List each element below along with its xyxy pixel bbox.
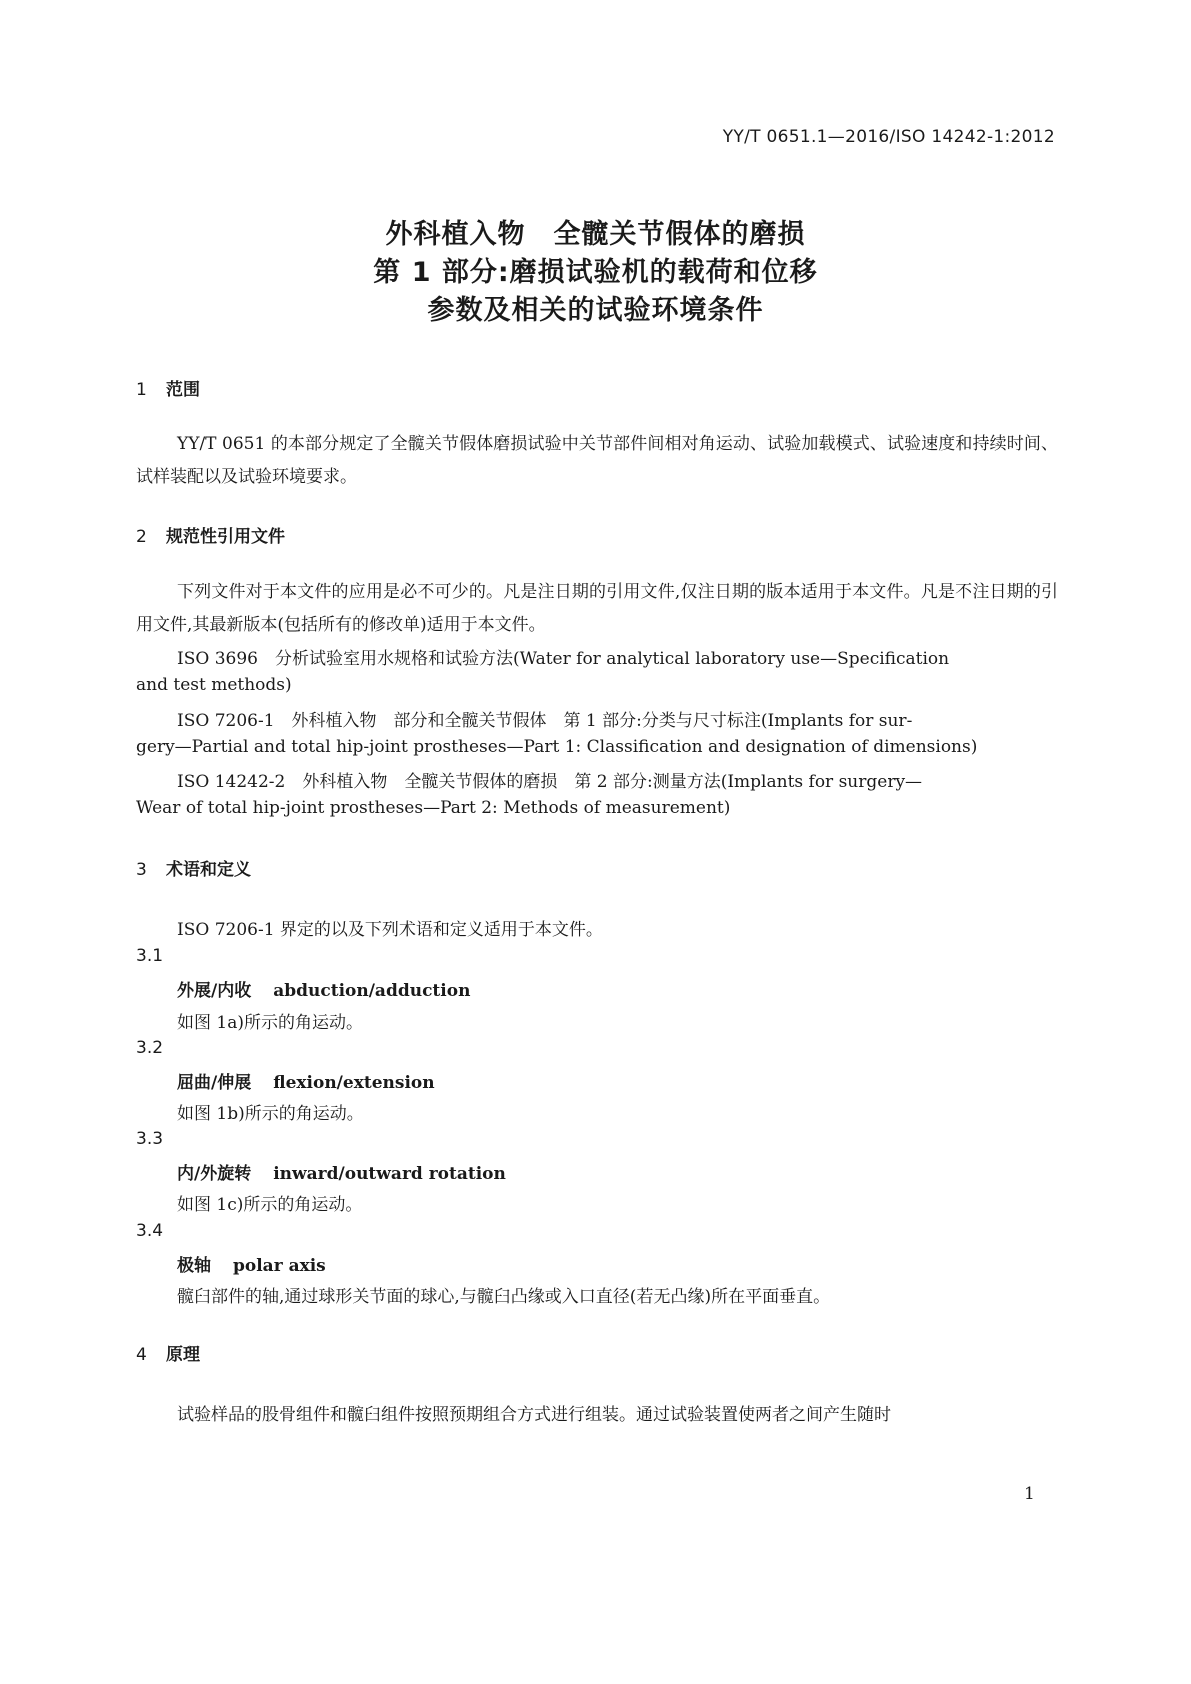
- term-heading: [177, 1159, 506, 1184]
- section-3-intro: ISO 7206-1 界定的以及下列术语和定义适用于本文件。: [177, 920, 603, 940]
- section-2-heading: [136, 522, 285, 547]
- term-number: 3.1: [136, 946, 164, 966]
- document-title-line-2: 第 1 部分:磨损试验机的载荷和位移: [373, 257, 818, 288]
- section-3-heading: [136, 855, 251, 880]
- section-4-heading: [136, 1340, 200, 1365]
- section-number: 4: [136, 1345, 147, 1365]
- term-heading: [177, 1251, 326, 1276]
- page-number: 1: [1024, 1484, 1035, 1504]
- term-heading: [177, 976, 470, 1001]
- section-title: 规范性引用文件: [166, 527, 285, 547]
- term-chinese: 内/外旋转: [177, 1164, 252, 1184]
- section-1-heading: [136, 375, 200, 400]
- document-title-line-1: 外科植入物 全髋关节假体的磨损: [385, 219, 806, 250]
- section-number: 3: [136, 860, 147, 880]
- normative-reference-2-continuation: gery—Partial and total hip-joint prostheses—Part 1: Classification and designation of dimensions): [136, 737, 978, 757]
- section-number: 1: [136, 380, 147, 400]
- term-english: polar axis: [233, 1256, 326, 1276]
- normative-reference-2: ISO 7206-1 外科植入物 部分和全髋关节假体 第 1 部分:分类与尺寸标注(Implants for sur-: [177, 711, 913, 731]
- normative-reference-3: ISO 14242-2 外科植入物 全髋关节假体的磨损 第 2 部分:测量方法(Implants for surgery—: [177, 772, 923, 792]
- standard-number: YY/T 0651.1—2016/ISO 14242-1:2012: [722, 127, 1055, 147]
- term-chinese: 极轴: [177, 1256, 211, 1276]
- section-1-paragraph: YY/T 0651 的本部分规定了全髋关节假体磨损试验中关节部件间相对角运动、试验加载模式、试验速度和持续时间、试样装配以及试验环境要求。: [136, 434, 1058, 487]
- term-definition: 如图 1c)所示的角运动。: [177, 1195, 363, 1215]
- term-definition: 如图 1b)所示的角运动。: [177, 1104, 364, 1124]
- term-chinese: 屈曲/伸展: [177, 1073, 252, 1093]
- term-number: 3.2: [136, 1038, 164, 1058]
- term-definition: 髋臼部件的轴,通过球形关节面的球心,与髋臼凸缘或入口直径(若无凸缘)所在平面垂直。: [177, 1287, 831, 1307]
- section-title: 范围: [166, 380, 200, 400]
- document-title-line-3: 参数及相关的试验环境条件: [427, 295, 764, 326]
- term-heading: [177, 1068, 435, 1093]
- term-english: flexion/extension: [273, 1073, 435, 1093]
- term-english: inward/outward rotation: [273, 1164, 506, 1184]
- section-2-intro-paragraph: 下列文件对于本文件的应用是必不可少的。凡是注日期的引用文件,仅注日期的版本适用于本文件。凡是不注日期的引用文件,其最新版本(包括所有的修改单)适用于本文件。: [136, 582, 1058, 635]
- normative-reference-1: ISO 3696 分析试验室用水规格和试验方法(Water for analytical laboratory use—Specification: [177, 649, 950, 669]
- section-title: 术语和定义: [166, 860, 251, 880]
- section-title: 原理: [166, 1345, 200, 1365]
- term-definition: 如图 1a)所示的角运动。: [177, 1013, 363, 1033]
- term-chinese: 外展/内收: [177, 981, 252, 1001]
- section-4-paragraph: 试验样品的股骨组件和髋臼组件按照预期组合方式进行组装。通过试验装置使两者之间产生随时: [177, 1405, 891, 1425]
- normative-reference-1-continuation: and test methods): [136, 675, 292, 695]
- term-english: abduction/adduction: [273, 981, 471, 1001]
- term-number: 3.4: [136, 1221, 164, 1241]
- term-number: 3.3: [136, 1129, 164, 1149]
- normative-reference-3-continuation: Wear of total hip-joint prostheses—Part 2: Methods of measurement): [136, 798, 731, 818]
- section-number: 2: [136, 527, 147, 547]
